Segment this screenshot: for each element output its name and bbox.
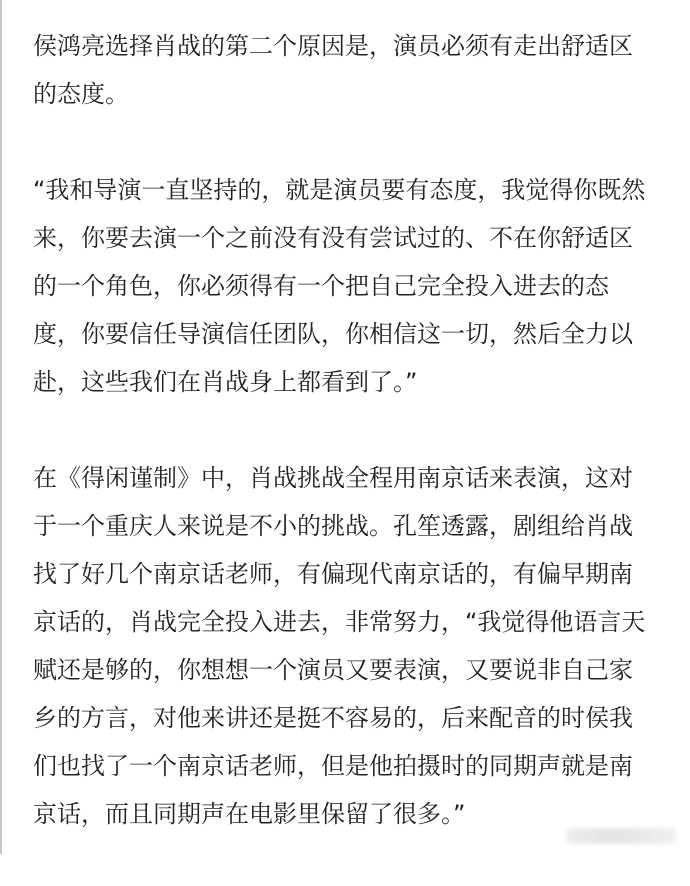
text-line: 的态度。 xyxy=(33,80,129,108)
text-line: 度，你要信任导演信任团队，你相信这一切，然后全力以 xyxy=(33,320,633,348)
text-line: 赋还是够的，你想想一个演员又要表演，又要说非自己家 xyxy=(33,656,633,684)
paragraph-intro xyxy=(33,22,683,118)
text-line: 赴，这些我们在肖战身上都看到了。” xyxy=(33,368,418,396)
text-line: 在《得闲谨制》中，肖战挑战全程用南京话来表演，这对 xyxy=(33,464,633,492)
text-line: 京话的，肖战完全投入进去，非常努力，“我觉得他语言天 xyxy=(33,608,646,636)
left-border xyxy=(0,0,2,854)
text-line: 找了好几个南京话老师，有偏现代南京话的，有偏早期南 xyxy=(33,560,633,588)
text-line: “我和导演一直坚持的，就是演员要有态度，我觉得你既然 xyxy=(33,176,646,204)
article-body xyxy=(33,22,683,886)
blurred-watermark xyxy=(566,828,676,844)
text-line: 的一个角色，你必须得有一个把自己完全投入进去的态 xyxy=(33,272,609,300)
paragraph-quote xyxy=(33,166,683,406)
text-line: 们也找了一个南京话老师，但是他拍摄时的同期声就是南 xyxy=(33,752,633,780)
text-line: 来，你要去演一个之前没有没有尝试过的、不在你舒适区 xyxy=(33,224,633,252)
text-line: 乡的方言，对他来讲还是挺不容易的，后来配音的时侯我 xyxy=(33,704,633,732)
text-line: 于一个重庆人来说是不小的挑战。孔笙透露，剧组给肖战 xyxy=(33,512,633,540)
text-line: 侯鸿亮选择肖战的第二个原因是，演员必须有走出舒适区 xyxy=(33,32,633,60)
paragraph-dialect xyxy=(33,454,683,838)
text-line: 京话，而且同期声在电影里保留了很多。” xyxy=(33,800,466,828)
